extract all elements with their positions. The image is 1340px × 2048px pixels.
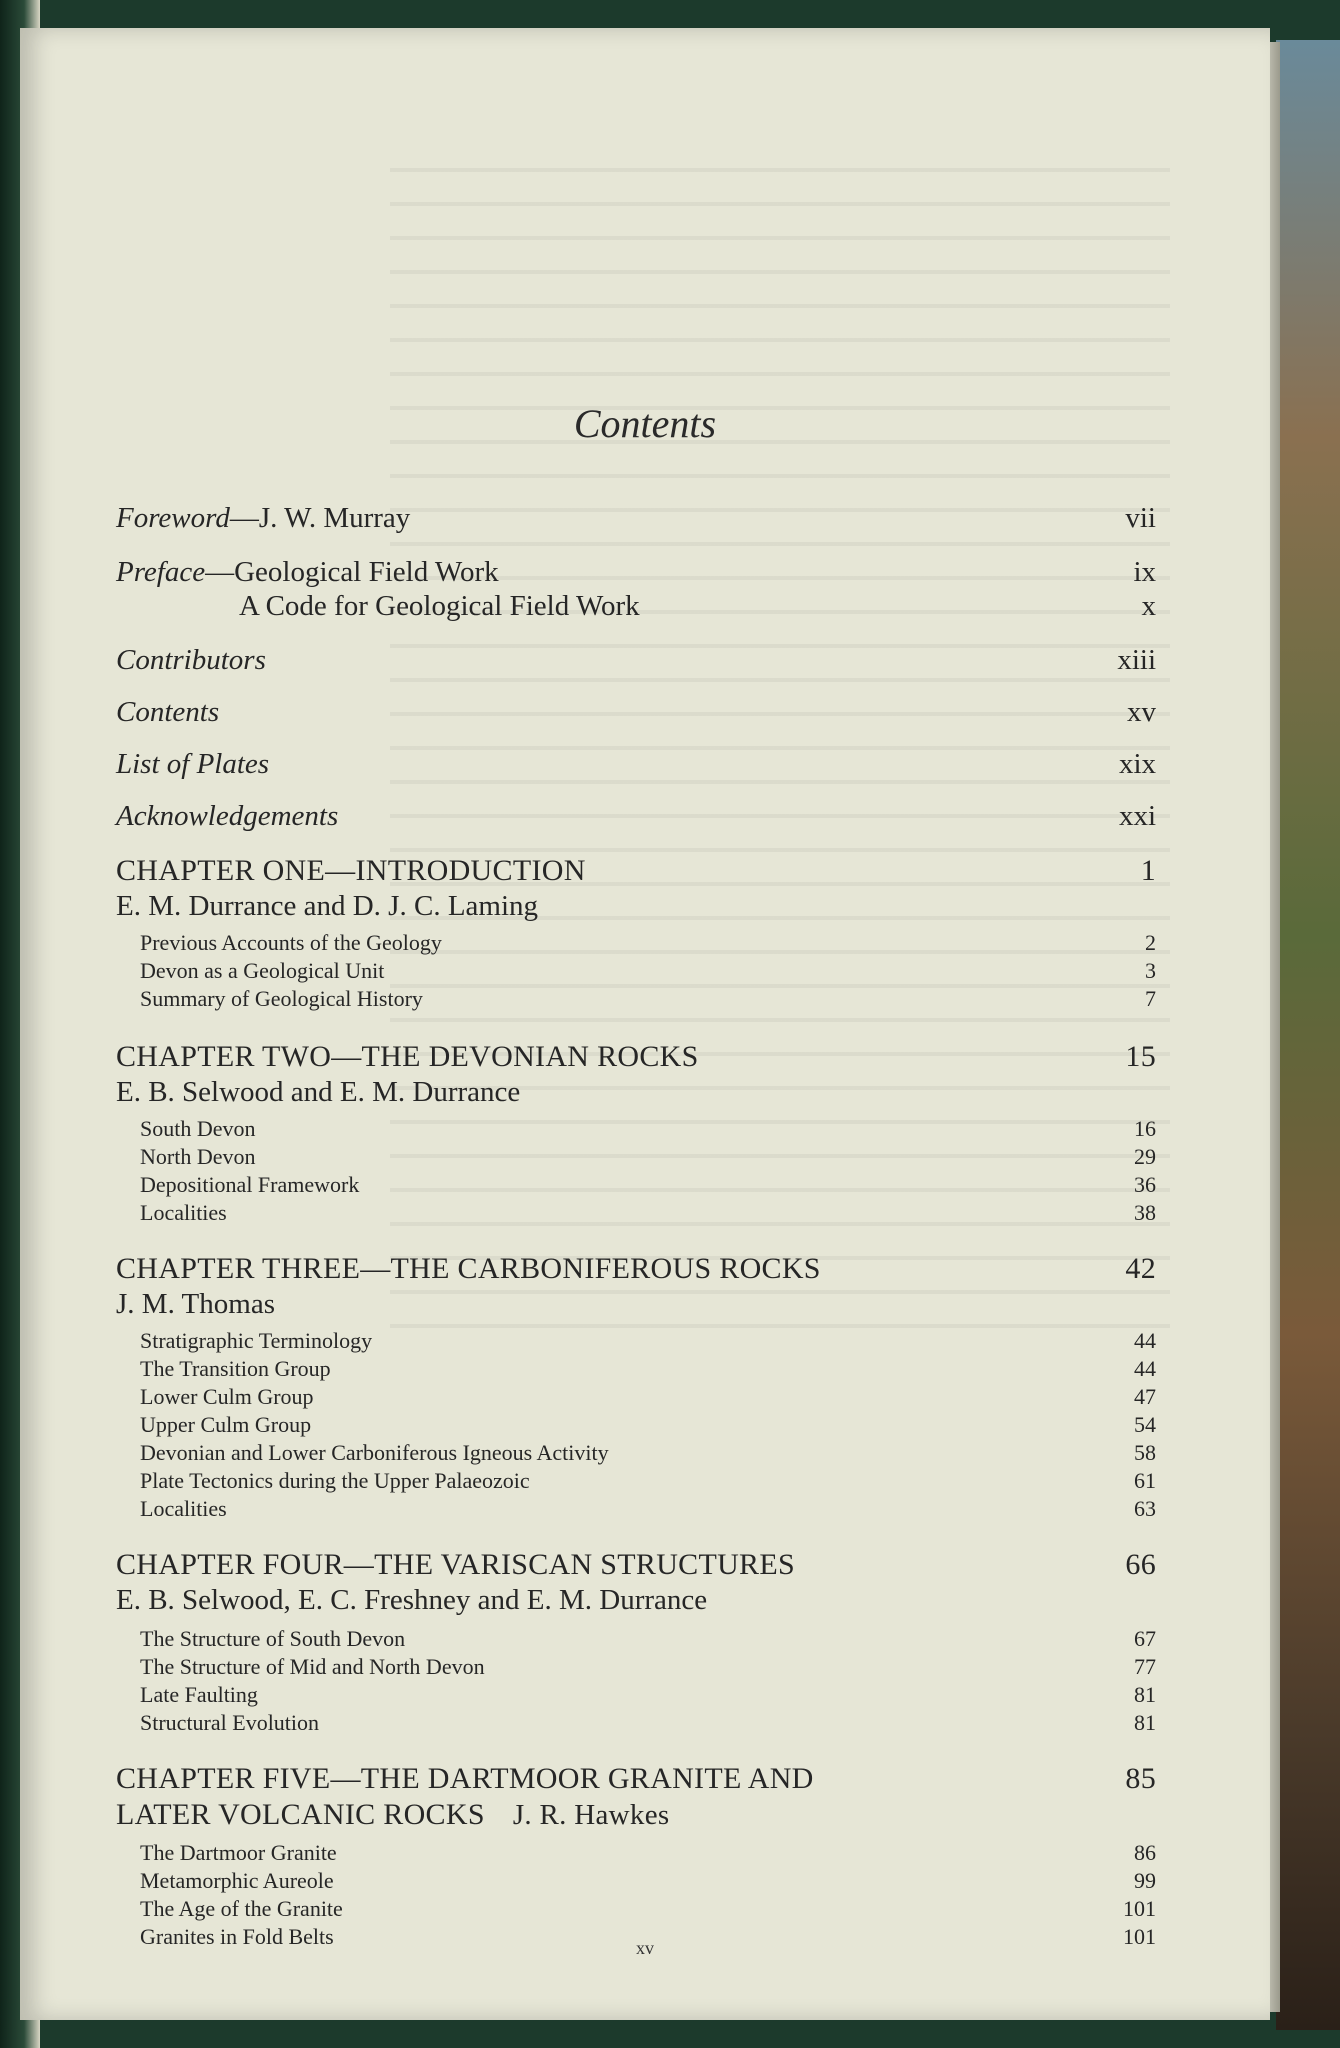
section-entry (140, 986, 1156, 1012)
chapter-title: CHAPTER TWO—THE DEVONIAN ROCKS (116, 1040, 699, 1073)
section-entry (140, 1868, 1156, 1894)
toc-list-of-plates (116, 748, 1156, 781)
section-title: Late Faulting (140, 1682, 258, 1707)
section-title: Devon as a Geological Unit (140, 958, 385, 983)
section-title: The Transition Group (140, 1356, 331, 1381)
section-title: Structural Evolution (140, 1710, 320, 1735)
toc-contributors (116, 644, 1156, 677)
section-title: Localities (140, 1200, 227, 1225)
section-title: Summary of Geological History (140, 986, 423, 1011)
toc-acknowledgements (116, 800, 1156, 833)
section-entry (140, 1328, 1156, 1354)
chapter-authors: J. R. Hawkes (512, 1799, 670, 1831)
toc-code (116, 590, 1156, 623)
toc-page-number: 38 (1134, 1200, 1156, 1225)
section-entry (140, 1144, 1156, 1170)
toc-page-number: xix (1118, 748, 1156, 780)
toc-foreword (116, 502, 1156, 535)
section-title: The Structure of Mid and North Devon (140, 1654, 485, 1679)
toc-page-number: 61 (1134, 1468, 1156, 1493)
section-entry (140, 1654, 1156, 1680)
toc-page-number: 67 (1134, 1626, 1156, 1651)
section-entry (140, 1412, 1156, 1438)
section-title: Previous Accounts of the Geology (140, 930, 442, 955)
page-footer-number: xv (636, 1938, 654, 1958)
toc-page-number: 36 (1134, 1172, 1156, 1197)
toc-entry-label: Contents (116, 696, 220, 728)
section-title: Lower Culm Group (140, 1384, 314, 1409)
chapter-heading (116, 1762, 1156, 1796)
chapter-title: CHAPTER FOUR—THE VARISCAN STRUCTURES (116, 1548, 795, 1581)
chapter-authors: J. M. Thomas (116, 1288, 275, 1320)
section-title: Localities (140, 1496, 227, 1521)
toc-page-number: 58 (1134, 1440, 1156, 1465)
toc-page-number: 15 (1125, 1040, 1156, 1073)
chapter-title: CHAPTER FIVE—THE DARTMOOR GRANITE AND (116, 1762, 814, 1795)
section-title: South Devon (140, 1116, 256, 1141)
section-title: Plate Tectonics during the Upper Palaeozoic (140, 1468, 530, 1493)
section-title: Devonian and Lower Carboniferous Igneous Activity (140, 1440, 609, 1465)
section-entry (140, 1200, 1156, 1226)
toc-entry-label: Preface (116, 556, 206, 588)
section-entry (140, 1440, 1156, 1466)
toc-page-number: xv (1127, 696, 1156, 728)
toc-entry-label: List of Plates (116, 748, 270, 780)
chapter-heading (116, 1548, 1156, 1582)
section-entry (140, 1384, 1156, 1410)
toc-entry-author: —J. W. Murray (229, 502, 411, 534)
toc-contents (116, 696, 1156, 729)
toc-page-number: 66 (1125, 1548, 1156, 1581)
toc-page-number: xxi (1118, 800, 1156, 832)
chapter-authors: E. B. Selwood, E. C. Freshney and E. M. Durrance (116, 1584, 708, 1616)
chapter-heading (116, 854, 1156, 888)
section-entry (140, 958, 1156, 984)
chapter-title: CHAPTER ONE—INTRODUCTION (116, 854, 586, 887)
chapter-authors: E. M. Durrance and D. J. C. Laming (116, 890, 539, 922)
section-entry (140, 1626, 1156, 1652)
chapter-heading (116, 1252, 1156, 1286)
toc-page-number: 54 (1134, 1412, 1156, 1437)
toc-page-number: 7 (1145, 986, 1156, 1011)
toc-page-number: 99 (1134, 1868, 1156, 1893)
toc-page-number: 77 (1134, 1654, 1156, 1679)
toc-page-number: 3 (1145, 958, 1156, 983)
section-title: North Devon (140, 1144, 256, 1169)
toc-page-number: 101 (1123, 1896, 1156, 1921)
section-entry (140, 1356, 1156, 1382)
section-entry (140, 1840, 1156, 1866)
chapter-heading-continued (116, 1798, 1156, 1832)
section-title: Stratigraphic Terminology (140, 1328, 373, 1353)
toc-page-number: 44 (1134, 1356, 1156, 1381)
section-title: Granites in Fold Belts (140, 1924, 334, 1949)
section-title: The Dartmoor Granite (140, 1840, 337, 1865)
toc-page-number: 2 (1145, 930, 1156, 955)
toc-page-number: ix (1133, 556, 1156, 588)
toc-page-number: x (1141, 590, 1156, 622)
toc-page-number: 63 (1134, 1496, 1156, 1521)
chapter-authors: E. B. Selwood and E. M. Durrance (116, 1076, 521, 1108)
toc-page-number: 29 (1134, 1144, 1156, 1169)
section-title: Metamorphic Aureole (140, 1868, 334, 1893)
toc-entry-label: Foreword (116, 502, 230, 534)
section-entry (140, 1468, 1156, 1494)
book-page (20, 28, 1270, 2020)
section-entry (140, 1496, 1156, 1522)
book-cover-edge (1276, 40, 1340, 2030)
section-title: Upper Culm Group (140, 1412, 312, 1437)
toc-preface (116, 556, 1156, 589)
toc-page-number: vii (1125, 502, 1156, 534)
toc-page-number: 81 (1134, 1682, 1156, 1707)
toc-page-number: 44 (1134, 1328, 1156, 1353)
chapter-heading (116, 1040, 1156, 1074)
section-entry (140, 1682, 1156, 1708)
section-title: The Structure of South Devon (140, 1626, 406, 1651)
toc-page-number: 81 (1134, 1710, 1156, 1735)
toc-page-number: 101 (1123, 1924, 1156, 1949)
toc-page-number: 1 (1140, 854, 1156, 887)
page-title: Contents (573, 401, 717, 446)
section-entry (140, 930, 1156, 956)
section-entry (140, 1896, 1156, 1922)
toc-entry-label: Acknowledgements (116, 800, 339, 832)
toc-page-number: 42 (1125, 1252, 1156, 1285)
section-entry (140, 1710, 1156, 1736)
toc-page-number: 47 (1134, 1384, 1156, 1409)
section-title: The Age of the Granite (140, 1896, 343, 1921)
toc-page-number: xiii (1117, 644, 1156, 676)
section-title: Depositional Framework (140, 1172, 360, 1197)
toc-page-number: 86 (1134, 1840, 1156, 1865)
section-entry (140, 1116, 1156, 1142)
toc-entry-label: Contributors (116, 644, 266, 676)
section-entry (140, 1172, 1156, 1198)
chapter-title: CHAPTER THREE—THE CARBONIFEROUS ROCKS (116, 1252, 821, 1285)
toc-entry-title: —Geological Field Work (205, 556, 499, 588)
toc-page-number: 85 (1125, 1762, 1156, 1795)
toc-entry-title: A Code for Geological Field Work (239, 590, 640, 622)
chapter-title: LATER VOLCANIC ROCKS (116, 1798, 485, 1831)
toc-page-number: 16 (1134, 1116, 1156, 1141)
